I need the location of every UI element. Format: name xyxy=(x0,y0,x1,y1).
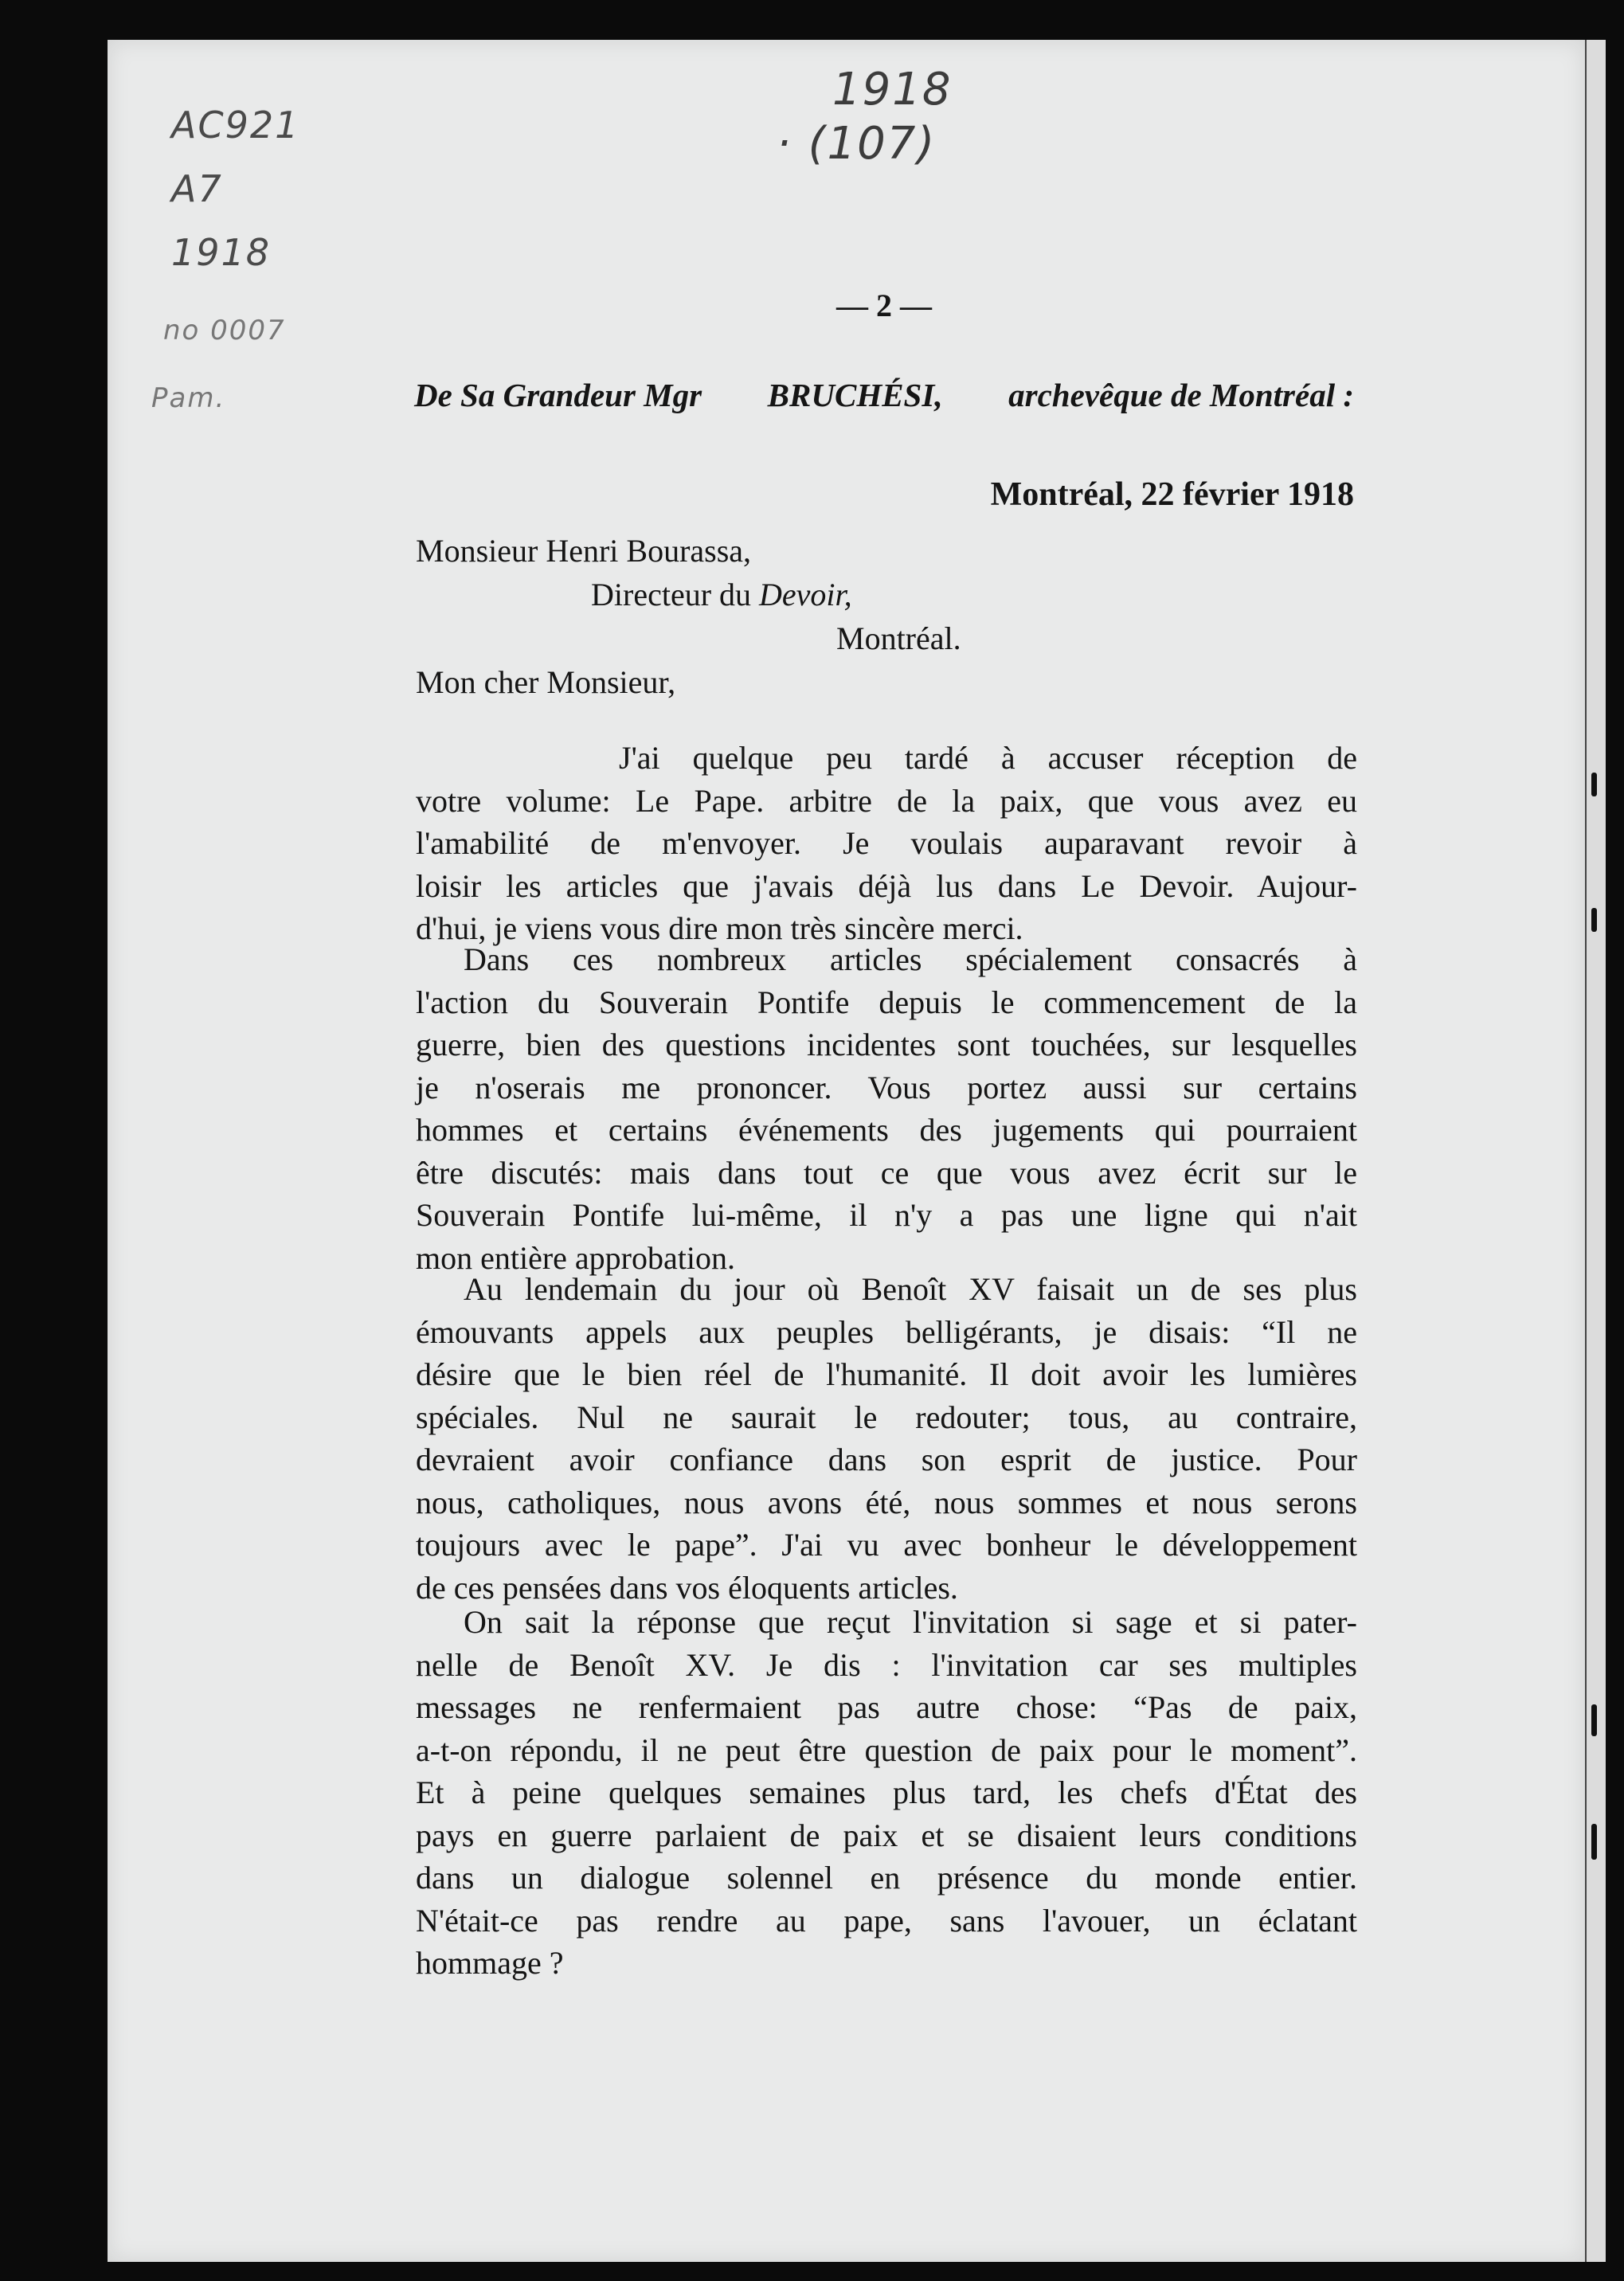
text-line: Et à peine quelques semaines plus tard, les chefs d'État des xyxy=(416,1774,1357,1810)
text-line: Au lendemain du jour où Benoît XV faisait un de ses plus xyxy=(464,1271,1357,1307)
paragraph-1 xyxy=(416,737,1357,950)
text-line: Souverain Pontife lui-même, il n'y a pas une ligne qui n'ait xyxy=(416,1197,1357,1233)
text-line: désire que le bien réel de l'humanité. Il doit avoir les lumières xyxy=(416,1356,1357,1392)
page-edge-strip xyxy=(1585,40,1606,2262)
recipient-city: Montréal. xyxy=(836,620,961,656)
paragraph-4 xyxy=(416,1601,1357,1985)
recipient-name: Monsieur Henri Bourassa, xyxy=(416,533,752,569)
text-line: guerre, bien des questions incidentes sont touchées, sur lesquelles xyxy=(416,1027,1357,1062)
heading-name: BRUCHÉSI, xyxy=(767,377,943,413)
handwritten-callnumber-2: A7 xyxy=(171,167,223,210)
recipient-title-newspaper: Devoir, xyxy=(759,577,852,612)
page-number: — 2 — xyxy=(836,288,932,323)
paragraph-2 xyxy=(416,938,1357,1279)
handwritten-number: · (107) xyxy=(777,118,937,170)
text-line: N'était-ce pas rendre au pape, sans l'avouer, un éclatant xyxy=(416,1902,1357,1939)
handwritten-callnumber-5: Pam. xyxy=(151,382,226,414)
scan-speck xyxy=(1591,908,1597,932)
salutation: Mon cher Monsieur, xyxy=(416,664,676,700)
text-line: toujours avec le pape”. J'ai vu avec bonheur le développement xyxy=(416,1527,1357,1563)
heading-prefix: De Sa Grandeur Mgr xyxy=(414,377,702,413)
text-line: Dans ces nombreux articles spécialement consacrés à xyxy=(464,941,1357,977)
text-line: J'ai quelque peu tardé à accuser réception de xyxy=(619,740,1357,776)
recipient-title-prefix: Directeur du xyxy=(591,577,760,612)
handwritten-callnumber-4: no 0007 xyxy=(163,315,286,346)
text-line: messages ne renfermaient pas autre chose: “Pas de paix, xyxy=(416,1689,1357,1725)
text-line: pays en guerre parlaient de paix et se disaient leurs conditions xyxy=(416,1817,1357,1853)
handwritten-year: 1918 xyxy=(832,64,953,115)
text-line: spéciales. Nul ne saurait le redouter; tous, au contraire, xyxy=(416,1399,1357,1435)
text-line: de ces pensées dans vos éloquents articles. xyxy=(416,1569,958,1606)
scan-speck xyxy=(1591,773,1597,796)
recipient-title xyxy=(591,573,852,616)
text-line: l'action du Souverain Pontife depuis le commencement de la xyxy=(416,984,1357,1020)
text-line: émouvants appels aux peuples belligérants, je disais: “Il ne xyxy=(416,1313,1357,1350)
text-line: nelle de Benoît XV. Je dis : l'invitation car ses multiples xyxy=(416,1646,1357,1683)
text-line: hommes et certains événements des jugements qui pourraient xyxy=(416,1112,1357,1148)
text-line: hommage ? xyxy=(416,1945,564,1981)
text-line: d'hui, je viens vous dire mon très sincère merci. xyxy=(416,910,1023,946)
text-line: votre volume: Le Pape. arbitre de la paix, que vous avez eu xyxy=(416,782,1357,819)
text-line: être discutés: mais dans tout ce que vous avez écrit sur le xyxy=(416,1154,1357,1191)
scan-speck xyxy=(1591,1704,1597,1736)
text-line: devraient avoir confiance dans son esprit de justice. Pour xyxy=(416,1442,1357,1477)
handwritten-callnumber-3: 1918 xyxy=(171,231,272,274)
handwritten-callnumber: AC921 xyxy=(171,104,300,147)
text-line: On sait la réponse que reçut l'invitation si sage et si pater- xyxy=(464,1604,1357,1640)
letter-date: Montréal, 22 février 1918 xyxy=(990,476,1354,513)
text-line: mon entière approbation. xyxy=(416,1239,735,1276)
text-line: a-t-on répondu, il ne peut être question de paix pour le moment”. xyxy=(416,1731,1357,1768)
text-line: loisir les articles que j'avais déjà lus dans Le Devoir. Aujour- xyxy=(416,867,1357,904)
scan-speck xyxy=(1591,1824,1597,1860)
text-line: je n'oserais me prononcer. Vous portez aussi sur certains xyxy=(416,1069,1357,1105)
letter-heading xyxy=(414,374,1354,417)
text-line: dans un dialogue solennel en présence du monde entier. xyxy=(416,1860,1357,1896)
paragraph-3 xyxy=(416,1268,1357,1609)
heading-title: archevêque de Montréal : xyxy=(1008,377,1354,413)
text-line: nous, catholiques, nous avons été, nous sommes et nous serons xyxy=(416,1484,1357,1520)
text-line: l'amabilité de m'envoyer. Je voulais auparavant revoir à xyxy=(416,825,1357,861)
